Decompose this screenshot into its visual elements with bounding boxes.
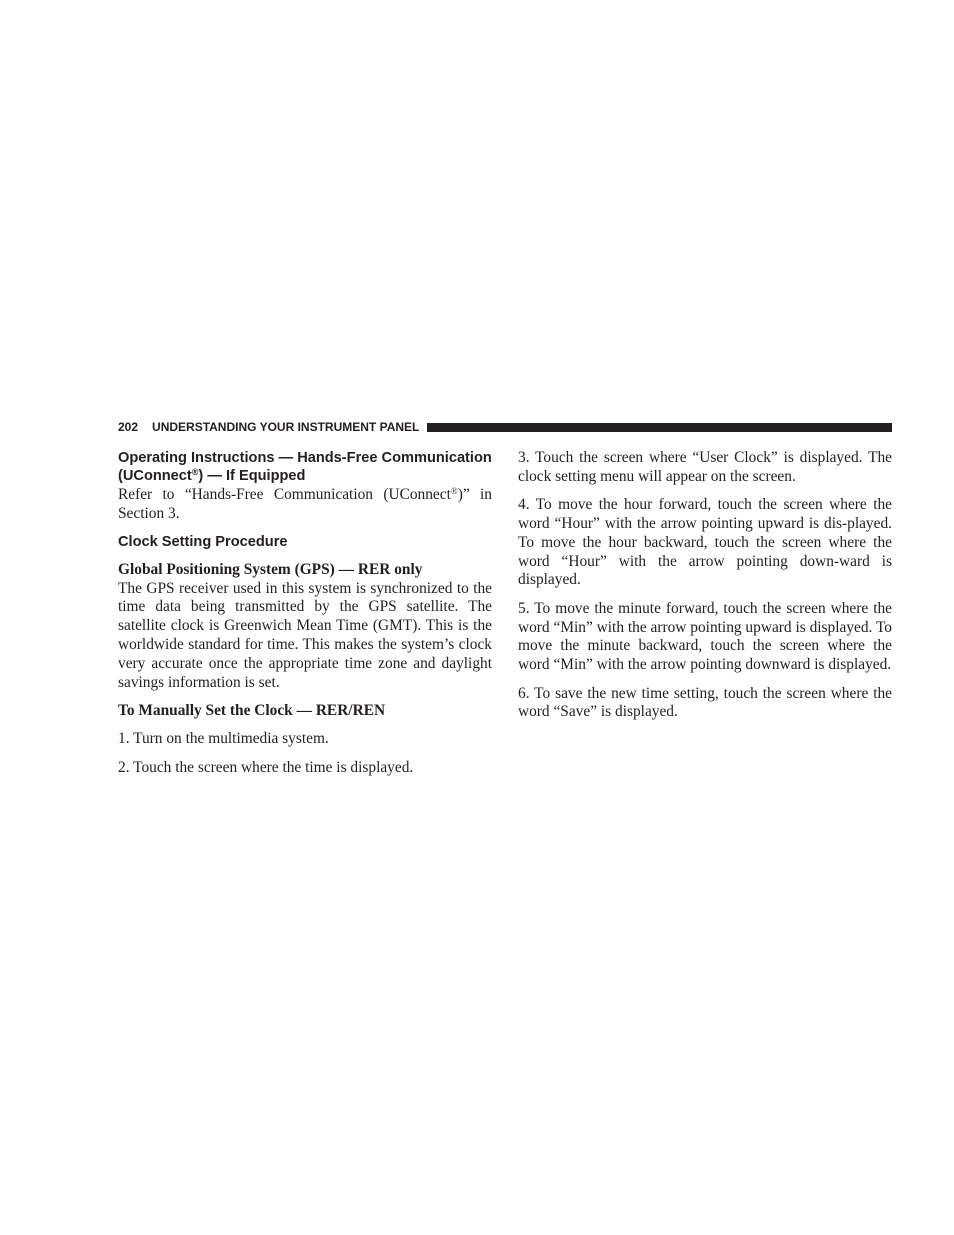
section-title: UNDERSTANDING YOUR INSTRUMENT PANEL	[152, 420, 420, 434]
step-3: 3. Touch the screen where “User Clock” is displayed. The clock setting menu will appear on the screen.	[518, 449, 892, 485]
step-2: 2. Touch the screen where the time is displayed.	[118, 758, 414, 776]
step-4: 4. To move the hour forward, touch the screen where the word “Hour” with the arrow pointing upward is dis-played. To move the hour backward, touch the screen where the word “Hour” with the arrow pointing down-ward is displayed.	[518, 496, 892, 589]
heading-hands-free-suffix: ) — If Equipped	[198, 468, 306, 484]
step-5: 5. To move the minute forward, touch the screen where the word “Min” with the arrow pointing upward is displayed. To move the minute backward, touch the screen where the word “Min” with the arrow pointing downward is displayed.	[518, 599, 892, 674]
registered-mark: ®	[450, 486, 458, 496]
left-column	[118, 449, 492, 778]
heading-clock-setting: Clock Setting Procedure	[118, 534, 288, 551]
heading-hands-free	[118, 449, 492, 485]
subheading-gps: Global Positioning System (GPS) — RER only	[118, 560, 423, 578]
step-1: 1. Turn on the multimedia system.	[118, 730, 329, 748]
refer-text: Refer to “Hands-Free Communication (UConnect	[118, 486, 451, 503]
refer-paragraph	[118, 486, 492, 524]
refer-text-suffix: )” in Section 3.	[118, 486, 492, 522]
header-rule	[427, 423, 892, 432]
step-6: 6. To save the new time setting, touch the screen where the word “Save” is displayed.	[518, 684, 892, 721]
page-header	[118, 419, 892, 435]
right-column	[518, 449, 892, 732]
gps-paragraph: The GPS receiver used in this system is synchronized to the time data being transmitted by the GPS satellite. The satellite clock is Greenwich Mean Time (GMT). This is the worldwide standard for time. This makes the system’s clock very accurate once the appropriate time zone and daylight savings information is set.	[118, 579, 492, 691]
heading-hands-free-text: Operating Instructions — Hands-Free Communication (UConnect	[118, 450, 492, 484]
page-number: 202	[118, 420, 139, 434]
subheading-manual-set: To Manually Set the Clock — RER/REN	[118, 701, 386, 719]
registered-mark: ®	[191, 467, 199, 477]
